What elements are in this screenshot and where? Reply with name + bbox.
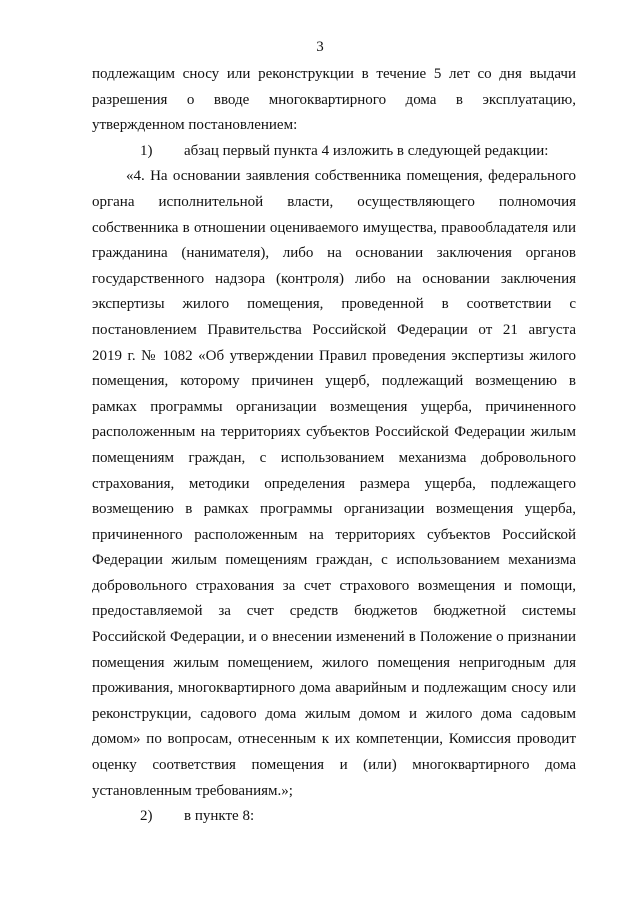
text-line: расположенным на территориях субъектов Российской Федерации жилым — [92, 424, 576, 441]
text-line: добровольного страхования за счет страхового возмещения и помощи, — [92, 577, 576, 594]
text-line: помещения жилым помещением, жилого помещения непригодным для — [92, 654, 576, 671]
list-item-2 — [92, 804, 576, 830]
text-line: проживания, многоквартирного дома аварийным и подлежащим сносу или — [92, 680, 576, 697]
text-line: подлежащим сносу или реконструкции в течение 5 лет со дня выдачи — [92, 66, 576, 82]
text-line: возмещению в рамках программы организации возмещения ущерба, — [92, 501, 576, 518]
text-line: постановлением Правительства Российской Федерации от 21 августа — [92, 321, 576, 338]
list-item-text: в пункте 8: — [184, 808, 255, 825]
text-line: «4. На основании заявления собственника помещения, федерального — [126, 168, 576, 185]
text-line: рамках программы организации возмещения ущерба, причиненного — [92, 398, 576, 415]
text-line: собственника в отношении оцениваемого имущества, правообладателя или — [92, 219, 576, 236]
list-item-text: абзац первый пункта 4 изложить в следующей редакции: — [184, 142, 549, 159]
text-line: домом» по вопросам, отнесенным к их компетенции, Комиссия проводит — [92, 731, 576, 748]
text-line: гражданина (нанимателя), либо на основании заключения органов — [92, 245, 576, 262]
quoted-paragraph — [92, 164, 576, 804]
text-line: страхования, методики определения размера ущерба, подлежащего — [92, 475, 576, 492]
text-line: органа исполнительной власти, осуществляющего полномочия — [92, 193, 576, 210]
text-line: помещениям граждан, с использованием механизма добровольного — [92, 449, 576, 466]
page-number: 3 — [316, 39, 324, 55]
text-line: установленным требованиям.»; — [92, 782, 293, 799]
text-line: оценку соответствия помещения и (или) многоквартирного дома — [92, 757, 576, 774]
text-line: Российской Федерации, и о внесении изменений в Положение о признании — [92, 629, 576, 646]
text-line: помещения, которому причинен ущерб, подлежащий возмещению в — [92, 373, 576, 390]
text-line: причиненного расположенным на территориях субъектов Российской — [92, 526, 576, 543]
text-line: государственного надзора (контроля) либо на основании заключения — [92, 270, 576, 287]
text-line: Федерации жилым помещениям граждан, с использованием механизма — [92, 552, 576, 569]
document-body — [92, 62, 576, 830]
text-line: разрешения о вводе многоквартирного дома в эксплуатацию, — [92, 91, 576, 108]
text-line: предоставляемой за счет средств бюджетов бюджетной системы — [92, 603, 576, 620]
text-line: экспертизы жилого помещения, проведенной в соответствии с — [92, 296, 576, 313]
list-item-number: 2) — [140, 808, 153, 825]
text-line: 2019 г. № 1082 «Об утверждении Правил проведения экспертизы жилого — [92, 347, 576, 364]
list-item-number: 1) — [140, 142, 153, 159]
text-line: реконструкции, садового дома жилым домом и жилого дома садовым — [92, 705, 576, 722]
text-line: утвержденном постановлением: — [92, 117, 298, 134]
list-item-1 — [92, 139, 576, 165]
intro-paragraph — [92, 62, 576, 139]
